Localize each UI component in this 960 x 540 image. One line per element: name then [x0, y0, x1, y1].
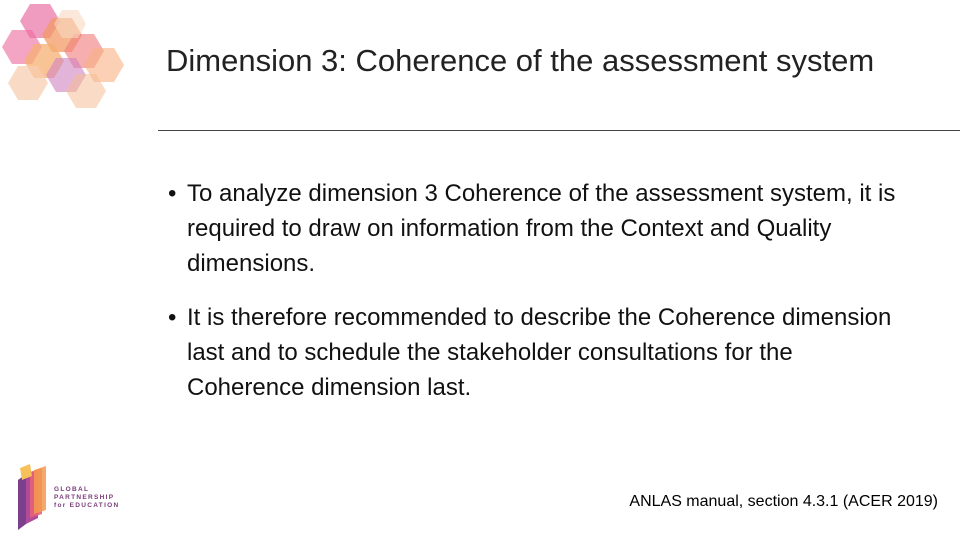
slide-title: Dimension 3: Coherence of the assessment system [166, 43, 875, 78]
bullet-text: It is therefore recommended to describe the Coherence dimension last and to schedule the stakeholder consultations for the Coherence dimension last. [187, 304, 892, 401]
gpe-logo-text [54, 486, 120, 510]
bullet-dot: • [168, 180, 177, 207]
hexagon-cluster-icon [0, 0, 130, 112]
logo-line-3: for EDUCATION [54, 502, 120, 509]
logo-line-1: GLOBAL [54, 486, 90, 493]
bullet-item [166, 300, 896, 405]
logo-line-2: PARTNERSHIP [54, 494, 115, 501]
bullet-item [166, 176, 896, 281]
bullet-dot: • [168, 304, 177, 331]
source-citation: ANLAS manual, section 4.3.1 (ACER 2019) [629, 493, 938, 510]
title-divider [158, 130, 960, 131]
bullet-text: To analyze dimension 3 Coherence of the assessment system, it is required to draw on information from the Context and Quality dimensions. [187, 180, 896, 277]
bullet-list [166, 176, 896, 424]
